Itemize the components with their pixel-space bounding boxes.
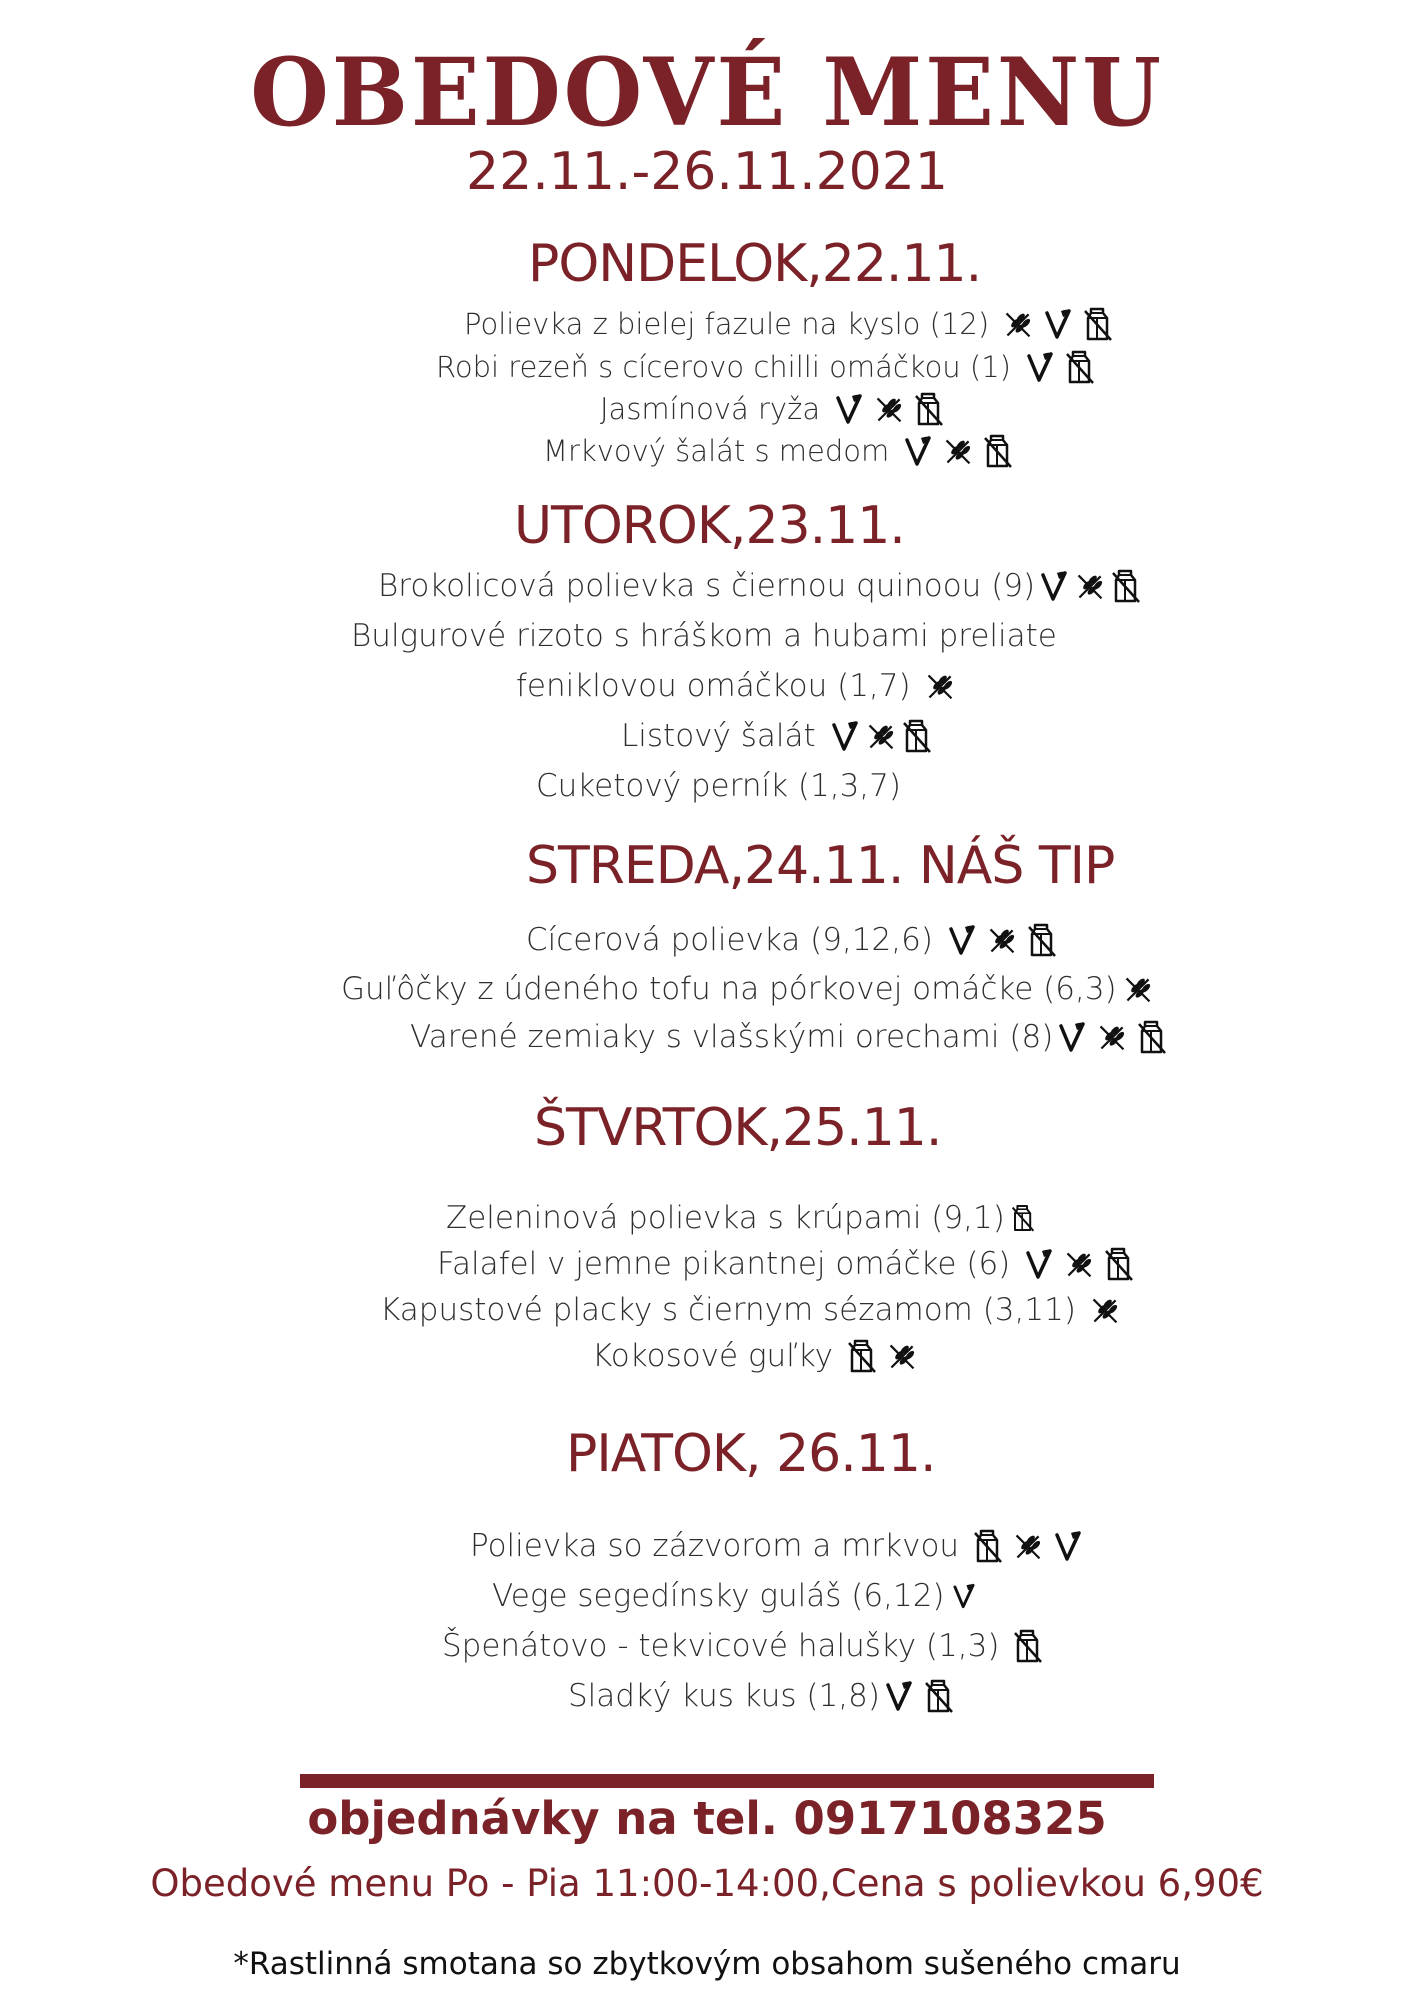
day-heading-thursday: ŠTVRTOK,25.11. <box>534 1098 942 1158</box>
vegan-leaf-icon <box>1025 350 1055 384</box>
gluten-free-icon <box>1097 1020 1127 1054</box>
vegan-leaf-icon <box>1039 569 1069 603</box>
vegan-leaf-icon <box>903 434 933 468</box>
menu-item <box>436 350 1095 384</box>
day-heading-wednesday: STREDA,24.11. NÁŠ TIP <box>526 836 1115 896</box>
gluten-free-icon <box>1013 1529 1043 1563</box>
gluten-free-icon <box>943 434 973 468</box>
vegan-leaf-icon <box>1057 1020 1087 1054</box>
day-heading-friday: PIATOK, 26.11. <box>566 1424 936 1484</box>
gluten-free-icon <box>1123 972 1153 1006</box>
gluten-free-icon <box>874 392 904 426</box>
lactose-free-icon <box>1104 1247 1134 1281</box>
menu-item-label: feniklovou omáčkou (1,7) <box>516 668 911 704</box>
menu-item-label: Kapustové placky s čiernym sézamom (3,11) <box>380 1292 1076 1328</box>
menu-item <box>341 971 1153 1007</box>
menu-item <box>437 1246 1134 1282</box>
menu-item-label: Varené zemiaky s vlašskými orechami (8) <box>410 1019 1054 1055</box>
menu-item-label: Polievka z bielej fazule na kyslo (12) <box>464 307 990 341</box>
vegan-leaf-icon <box>947 923 977 957</box>
lactose-free-icon <box>1065 350 1095 384</box>
gluten-free-icon <box>866 719 896 753</box>
gluten-free-icon <box>1090 1293 1120 1327</box>
menu-title: OBEDOVÉ MENU <box>250 38 1164 148</box>
menu-item-label: Mrkvový šalát s medom <box>543 434 890 468</box>
gluten-free-icon <box>1064 1247 1094 1281</box>
menu-item <box>464 307 1113 341</box>
footer-divider <box>300 1774 1154 1788</box>
lactose-free-icon <box>1011 1204 1035 1232</box>
lactose-free-icon <box>973 1529 1003 1563</box>
menu-item <box>543 434 1013 468</box>
menu-item-label: Brokolicová polievka s čiernou quinoou (9) <box>378 568 1036 604</box>
menu-item-label: Špenátovo - tekvicové halušky (1,3) <box>442 1628 1000 1664</box>
menu-item <box>442 1628 1043 1664</box>
vegan-leaf-icon <box>834 392 864 426</box>
menu-item-label: Guľôčky z údeného tofu na pórkovej omáčke (6,3) <box>341 971 1117 1007</box>
menu-item-label: Kokosové guľky <box>592 1338 834 1374</box>
date-range: 22.11.-26.11.2021 <box>466 142 948 202</box>
menu-item-label: Vege segedínsky guláš (6,12) <box>492 1578 945 1614</box>
lactose-free-icon <box>983 434 1013 468</box>
menu-item-label: Jasmínová ryža <box>600 392 821 426</box>
menu-item-label: Falafel v jemne pikantnej omáčke (6) <box>437 1246 1011 1282</box>
menu-item <box>446 1200 1035 1236</box>
menu-item <box>516 668 955 704</box>
menu-item <box>568 1678 954 1714</box>
gluten-free-icon <box>1003 307 1033 341</box>
vegan-leaf-icon <box>1053 1529 1083 1563</box>
menu-item-label: Robi rezeň s cícerovo chilli omáčkou (1) <box>436 350 1011 384</box>
menu-item <box>470 1528 1083 1564</box>
menu-item <box>592 1338 917 1374</box>
menu-hours-price: Obedové menu Po - Pia 11:00-14:00,Cena s polievkou 6,90€ <box>150 1862 1264 1905</box>
menu-item <box>351 618 1057 654</box>
menu-item-label: Bulgurové rizoto s hráškom a hubami preliate <box>351 618 1057 654</box>
menu-item-label: Zeleninová polievka s krúpami (9,1) <box>446 1200 1005 1236</box>
day-heading-monday: PONDELOK,22.11. <box>528 234 982 294</box>
lactose-free-icon <box>1027 923 1057 957</box>
menu-item <box>536 768 901 804</box>
menu-item <box>621 718 932 754</box>
vegan-leaf-icon <box>1043 307 1073 341</box>
footnote: *Rastlinná smotana so zbytkovým obsahom sušeného cmaru <box>233 1946 1181 1982</box>
gluten-free-icon <box>887 1339 917 1373</box>
gluten-free-icon <box>925 669 955 703</box>
menu-item-label: Sladký kus kus (1,8) <box>568 1678 880 1714</box>
menu-item-label: Cícerová polievka (9,12,6) <box>526 922 933 958</box>
vegan-leaf-icon <box>1024 1247 1054 1281</box>
vegan-leaf-icon <box>951 1582 977 1610</box>
menu-item <box>380 1292 1120 1328</box>
menu-item <box>410 1019 1167 1055</box>
lactose-free-icon <box>847 1339 877 1373</box>
lactose-free-icon <box>1137 1020 1167 1054</box>
vegan-leaf-icon <box>884 1679 914 1713</box>
menu-item <box>492 1578 977 1614</box>
lactose-free-icon <box>1111 569 1141 603</box>
menu-item <box>378 568 1141 604</box>
vegan-leaf-icon <box>830 719 860 753</box>
day-heading-tuesday: UTOROK,23.11. <box>514 496 905 556</box>
gluten-free-icon <box>987 923 1017 957</box>
menu-item <box>600 392 944 426</box>
menu-item-label: Polievka so zázvorom a mrkvou <box>470 1528 960 1564</box>
menu-item-label: Listový šalát <box>621 718 816 754</box>
lactose-free-icon <box>924 1679 954 1713</box>
lactose-free-icon <box>1013 1629 1043 1663</box>
lactose-free-icon <box>914 392 944 426</box>
gluten-free-icon <box>1075 569 1105 603</box>
lactose-free-icon <box>1083 307 1113 341</box>
order-phone: objednávky na tel. 0917108325 <box>307 1792 1107 1845</box>
menu-item-label: Cuketový perník (1,3,7) <box>536 768 901 804</box>
lactose-free-icon <box>902 719 932 753</box>
menu-item <box>526 922 1057 958</box>
